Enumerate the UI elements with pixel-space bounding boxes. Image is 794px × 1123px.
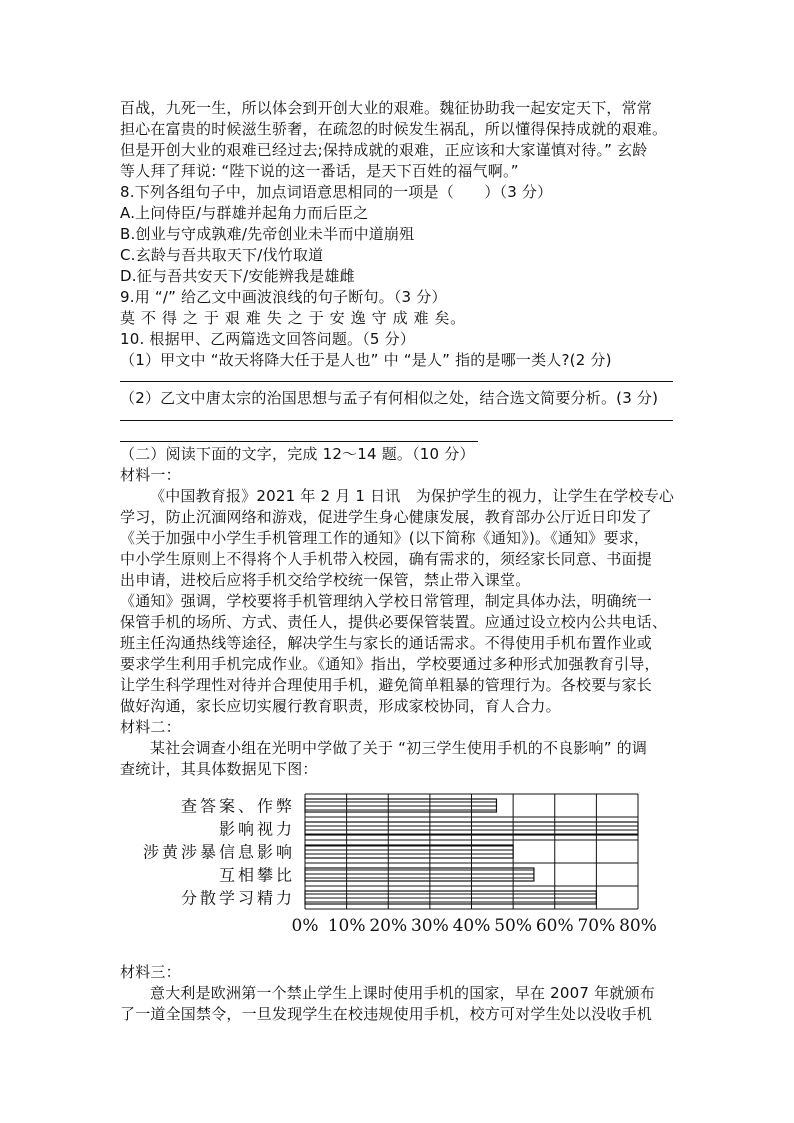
category-label: 互相攀比 — [218, 865, 295, 885]
material-2-line: 某社会调查小组在光明中学做了关于 “初三学生使用手机的不良影响” 的调 — [150, 739, 648, 757]
material-2-label: 材料二： — [120, 718, 181, 736]
material-1-line: 《中国教育报》2021 年 2 月 1 日讯 为保护学生的视力，让学生在学校专心 — [150, 487, 675, 505]
bar — [305, 799, 496, 812]
question-9-sentence: 莫 不 得 之 于 艰 难 失 之 于 安 逸 守 成 难 矣。 — [120, 309, 466, 327]
x-tick-label: 80% — [619, 916, 657, 936]
material-1-line: 《通知》强调，学校要将手机管理纳入学校日常管理，制定具体办法，明确统一 — [120, 592, 653, 610]
material-1-line: 让学生科学理性对待并合理使用手机，避免简单粗暴的管理行为。各校要与家长 — [120, 676, 653, 694]
material-1-line: 学习，防止沉湎网络和游戏，促进学生身心健康发展，教育部办公厅近日印发了 — [120, 508, 653, 526]
material-1-line: 要求学生利用手机完成作业。《通知》指出，学校要通过多种形式加强教育引导， — [120, 655, 660, 673]
material-1-line: 出申请，进校后应将手机交给学校统一保管，禁止带入课堂。 — [120, 571, 531, 589]
passage-line: 百战，九死一生，所以体会到开创大业的艰难。魏征协助我一起安定天下，常常 — [120, 99, 653, 117]
answer-line — [120, 441, 478, 442]
passage-line: 但是开创大业的艰难已经过去;保持成就的艰难，正应该和大家谨慎对待。” 玄龄 — [120, 141, 648, 159]
category-label: 涉黄涉暴信息影响 — [142, 842, 295, 862]
x-tick-label: 10% — [327, 916, 366, 936]
material-1-line: 中小学生原则上不得将个人手机带入校园，确有需求的，须经家长同意、书面提 — [120, 550, 653, 568]
section-2-heading: （二）阅读下面的文字，完成 12～14 题。（10 分） — [120, 445, 475, 463]
material-2-line: 查统计，其具体数据见下图： — [120, 760, 318, 778]
x-tick-label: 60% — [535, 916, 574, 936]
bar — [305, 822, 638, 835]
material-1-line: 《关于加强中小学生手机管理工作的通知》(以下简称《通知》)。《通知》要求， — [120, 529, 650, 547]
question-10-stem: 10. 根据甲、乙两篇选文回答问题。（5 分） — [120, 330, 416, 348]
category-label: 查答案、作弊 — [180, 796, 295, 816]
question-8-option-a: A.上问侍臣/与群雄并起角力而后臣之 — [120, 204, 369, 222]
bar — [305, 891, 596, 904]
category-label: 分散学习精力 — [180, 888, 295, 908]
x-tick-label: 70% — [577, 916, 616, 936]
x-tick-label: 20% — [369, 916, 408, 936]
answer-line — [120, 381, 673, 382]
x-tick-label: 40% — [452, 916, 491, 936]
material-1-label: 材料一： — [120, 466, 181, 484]
question-8-option-d: D.征与吾共安天下/安能辨我是雄雌 — [120, 267, 355, 285]
question-9-stem: 9.用 “/” 给乙文中画波浪线的句子断句。（3 分） — [120, 288, 447, 306]
question-10-sub2: （2）乙文中唐太宗的治国思想与孟子有何相似之处，结合选文简要分析。(3 分) — [120, 389, 659, 407]
question-8-option-b: B.创业与守成孰难/先帝创业未半而中道崩殂 — [120, 225, 415, 243]
answer-line — [120, 420, 673, 421]
bar — [305, 868, 534, 881]
material-3-label: 材料三： — [120, 963, 181, 981]
material-1-line: 班主任沟通热线等途径，解决学生与家长的通话需求。不得使用手机布置作业或 — [120, 634, 653, 652]
material-3-line: 意大利是欧洲第一个禁止学生上课时使用手机的国家，早在 2007 年就颁布 — [150, 984, 655, 1002]
bar — [305, 845, 513, 858]
x-tick-label: 0% — [291, 916, 319, 936]
question-10-sub1: （1）甲文中 “故天将降大任于是人也” 中 “是人” 指的是哪一类人?(2 分) — [120, 351, 612, 369]
question-8-stem: 8.下列各组句子中，加点词语意思相同的一项是（ ）（3 分） — [120, 183, 553, 201]
category-label: 影响视力 — [218, 819, 295, 839]
x-tick-label: 30% — [410, 916, 449, 936]
material-1-line: 做好沟通，家长应切实履行教育职责，形成家校协同，育人合力。 — [120, 697, 561, 715]
question-8-option-c: C.玄龄与吾共取天下/伐竹取道 — [120, 246, 324, 264]
material-3-line: 了一道全国禁令，一旦发现学生在校违规使用手机，校方可对学生处以没收手机 — [120, 1005, 653, 1023]
x-tick-label: 50% — [494, 916, 533, 936]
survey-bar-chart — [115, 788, 675, 952]
passage-line: 担心在富贵的时候滋生骄奢，在疏忽的时候发生祸乱，所以懂得保持成就的艰难。 — [120, 120, 668, 138]
passage-line: 等人拜了拜说: “陛下说的这一番话，是天下百姓的福气啊。” — [120, 162, 519, 180]
material-1-line: 保管手机的场所、方式、责任人，提供必要保管装置。应通过设立校内公共电话、 — [120, 613, 668, 631]
